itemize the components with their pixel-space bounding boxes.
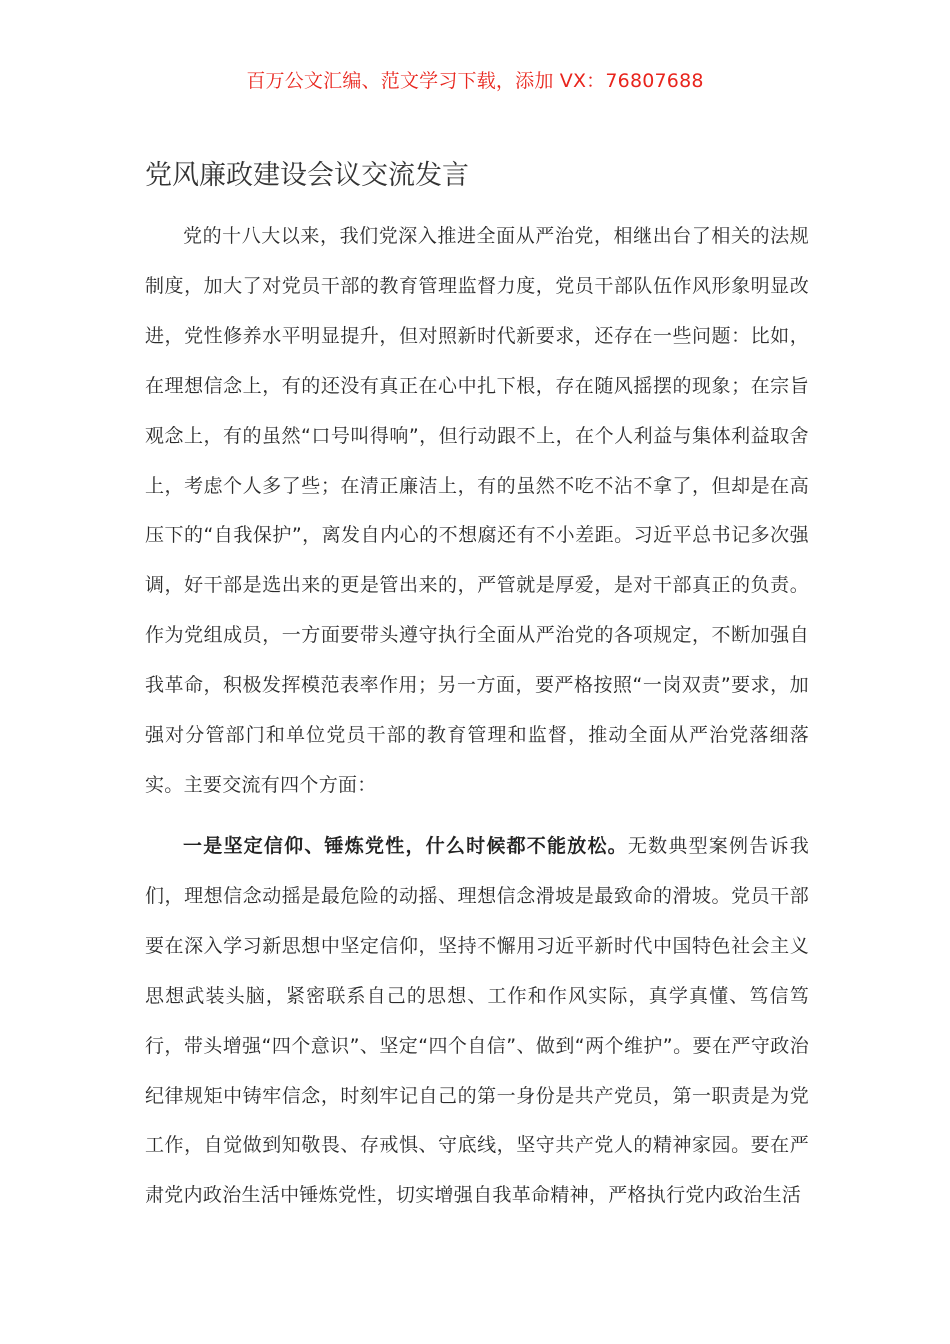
paragraph-point-one-text: 无数典型案例告诉我们，理想信念动摇是最危险的动摇、理想信念滑坡是最致命的滑坡。党员干部要在深入学习新思想中坚定信仰，坚持不懈用习近平新时代中国特色社会主义思想武装头脑，紧密联系自己的思想、工作和作风实际，真学真懂、笃信笃行，带头增强“四个意识”、坚定“四个自信”、做到“两个维护”。要在严守政治纪律规矩中铸牢信念，时刻牢记自己的第一身份是共产党员，第一职责是为党工作，自觉做到知敬畏、存戒惧、守底线，坚守共产党人的精神家园。要在严肃党内政治生活中锤炼党性，切实增强自我革命精神，严格执行党内政治生活 bbox=[145, 835, 809, 1207]
paragraph-intro bbox=[145, 212, 809, 811]
paragraph-intro-text: 党的十八大以来，我们党深入推进全面从严治党，相继出台了相关的法规制度，加大了对党员干部的教育管理监督力度，党员干部队伍作风形象明显改进，党性修养水平明显提升，但对照新时代新要求，还存在一些问题：比如，在理想信念上，有的还没有真正在心中扎下根，存在随风摇摆的现象；在宗旨观念上，有的虽然“口号叫得响”，但行动跟不上，在个人利益与集体利益取舍上，考虑个人多了些；在清正廉洁上，有的虽然不吃不沾不拿了，但却是在高压下的“自我保护”，离发自内心的不想腐还有不小差距。习近平总书记多次强调，好干部是选出来的更是管出来的，严管就是厚爱，是对干部真正的负责。作为党组成员，一方面要带头遵守执行全面从严治党的各项规定，不断加强自我革命，积极发挥模范表率作用；另一方面，要严格按照“一岗双责”要求，加强对分管部门和单位党员干部的教育管理和监督，推动全面从严治党落细落实。主要交流有四个方面： bbox=[145, 225, 809, 796]
paragraph-point-one-lead: 一是坚定信仰、锤炼党性，什么时候都不能放松。 bbox=[183, 835, 628, 857]
watermark-header: 百万公文汇编、范文学习下载，添加 VX：76807688 bbox=[246, 70, 704, 92]
paragraph-point-one bbox=[145, 822, 809, 1221]
document-title: 党风廉政建设会议交流发言 bbox=[145, 160, 469, 191]
